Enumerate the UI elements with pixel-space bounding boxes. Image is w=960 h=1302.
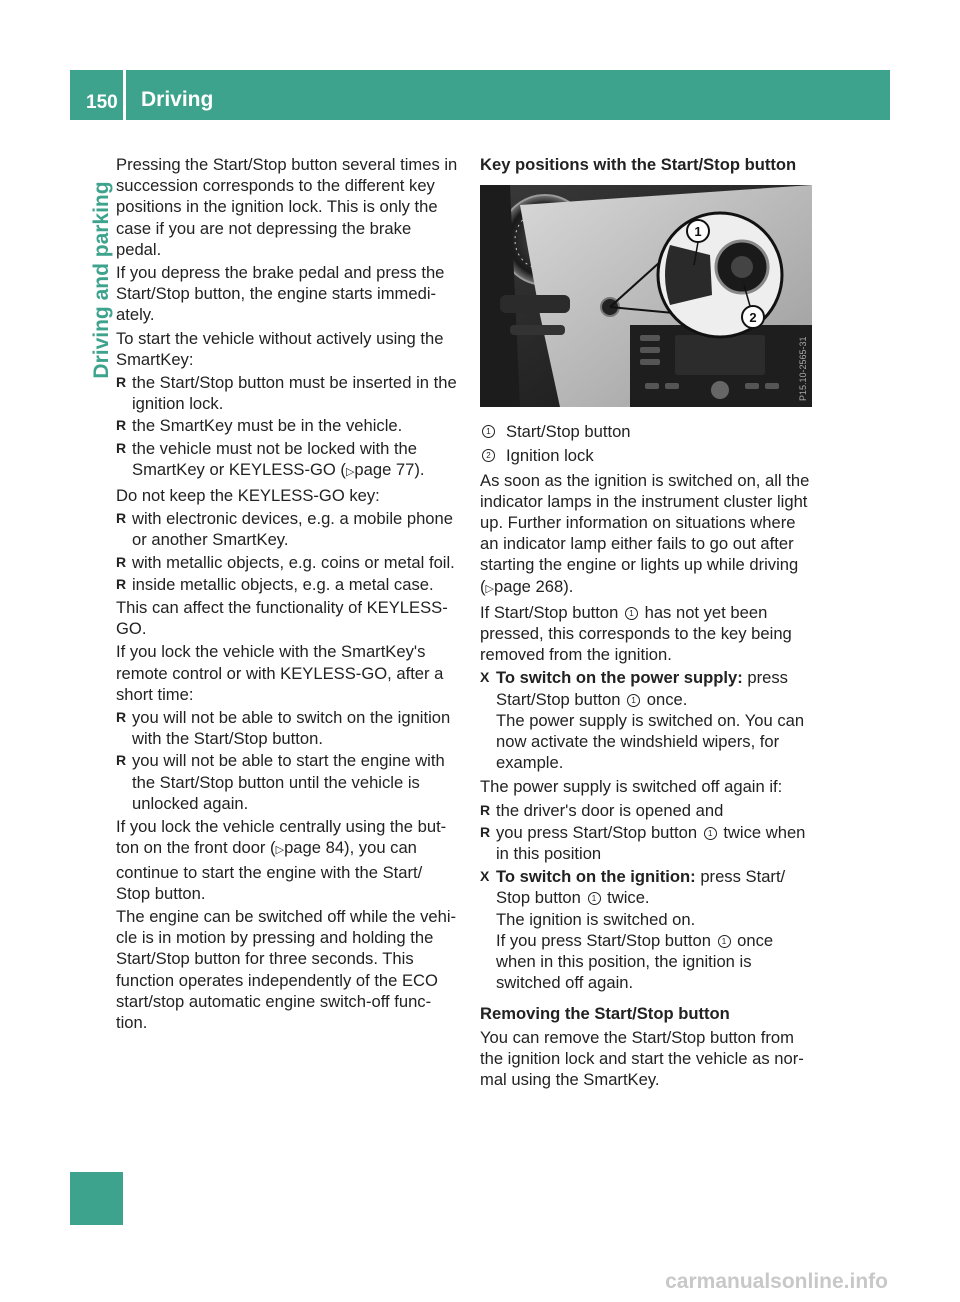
number-marker-icon: 1 xyxy=(588,892,601,905)
step-result: The ignition is switched on. xyxy=(496,909,696,929)
paragraph: Do not keep the KEYLESS-GO key: xyxy=(116,486,380,506)
number-marker-icon: 1 xyxy=(482,425,495,438)
figure-heading: Key positions with the Start/Stop button xyxy=(480,155,797,174)
step-result: The power supply is switched on. You can now activate the windshield wipers, for example. xyxy=(496,710,805,773)
list-item: R with electronic devices, e.g. a mobile phone or another SmartKey. xyxy=(116,508,460,550)
page-ref-icon: ▷ xyxy=(485,582,494,595)
list-item: R inside metallic objects, e.g. a metal case. xyxy=(116,574,460,595)
page-reference-link[interactable]: page 84 xyxy=(284,838,345,858)
bullet-list xyxy=(116,508,460,595)
list-item: R you will not be able to switch on the ignition with the Start/Stop button. xyxy=(116,707,460,749)
step-result: If you press Start/Stop button 1 once when in this position, the ignition is switched off again. xyxy=(496,930,774,993)
paragraph: This can affect the functionality of KEYLESS- GO. xyxy=(116,598,448,639)
paragraph: If you depress the brake pedal and press the Start/Stop button, the engine starts immedi- ately. xyxy=(116,263,445,325)
bullet-list xyxy=(480,800,812,865)
paragraph: The engine can be switched off while the vehi- cle is in motion by pressing and holding the Start/Stop button for three seconds. This function operates independently of the ECO start/stop automatic engine switch-off func- tion. xyxy=(116,906,457,1032)
step-arrow-icon: X xyxy=(480,669,490,686)
paragraph: The power supply is switched off again if: xyxy=(480,777,783,797)
side-label-text: Driving and parking xyxy=(90,181,113,379)
paragraph: To start the vehicle without actively using the SmartKey: xyxy=(116,328,444,369)
start-stop-button-figure xyxy=(480,185,812,407)
header-divider xyxy=(123,70,126,120)
page-reference-link[interactable]: page 77 xyxy=(354,459,415,479)
page-reference-link[interactable]: page 268 xyxy=(494,576,564,596)
list-item: R the vehicle must not be locked with the SmartKey or KEYLESS-GO (▷page 77). xyxy=(116,438,460,483)
page-ref-icon: ▷ xyxy=(275,844,285,857)
paragraph: If you lock the vehicle centrally using the but- ton on the front door (▷page 84), you can continue to start the engine with the Start/ Stop button. xyxy=(116,817,447,903)
list-item: R the Start/Stop button must be inserted in the ignition lock. xyxy=(116,372,460,414)
paragraph: Pressing the Start/Stop button several times in succession corresponds to the different key positions in the ignition lock. This is only the case if you are not depressing the brake pedal. xyxy=(116,155,458,259)
number-marker-icon: 1 xyxy=(704,827,717,840)
page-ref-icon: ▷ xyxy=(345,465,355,478)
bullet-list xyxy=(116,372,460,483)
dashboard-photo xyxy=(480,185,812,407)
number-marker-icon: 1 xyxy=(625,607,638,620)
legend-item: 2 Ignition lock xyxy=(480,445,812,466)
list-item: R you will not be able to start the engine with the Start/Stop button until the vehicle is unlocked again. xyxy=(116,750,460,814)
side-tab-marker xyxy=(70,1172,123,1225)
paragraph: You can remove the Start/Stop button from the ignition lock and start the vehicle as nor- mal using the SmartKey. xyxy=(480,1027,804,1090)
right-column xyxy=(480,154,812,1092)
callout-1: 1 xyxy=(694,224,702,240)
paragraph: As soon as the ignition is switched on, all the indicator lamps in the instrument cluster light up. Further information on situations where an indicator lamp either fails to go out after starting the engine or lights up while driving (▷page 268). xyxy=(480,470,810,596)
list-item: R the SmartKey must be in the vehicle. xyxy=(116,415,460,436)
number-marker-icon: 1 xyxy=(718,935,731,948)
watermark: carmanualsonline.info xyxy=(665,1270,888,1293)
legend-item: 1 Start/Stop button xyxy=(480,421,812,442)
left-column xyxy=(116,154,460,1035)
sub-heading: Removing the Start/Stop button xyxy=(480,1004,730,1024)
list-item: R with metallic objects, e.g. coins or metal foil. xyxy=(116,552,460,573)
instruction-step: X To switch on the power supply: press Start/Stop button 1 once. The power supply is switched on. You can now activate the windshield wipers, for example. xyxy=(480,667,812,773)
number-marker-icon: 1 xyxy=(627,694,640,707)
figure-code: P15.10-2565-31 xyxy=(798,336,808,402)
paragraph: If Start/Stop button 1 has not yet been pressed, this corresponds to the key being removed from the ignition. xyxy=(480,602,792,665)
list-item: R the driver's door is opened and xyxy=(480,800,812,821)
list-item: R you press Start/Stop button 1 twice when in this position xyxy=(480,822,812,864)
number-marker-icon: 2 xyxy=(482,449,495,462)
section-title: Driving xyxy=(141,88,214,111)
page-number: 150 xyxy=(86,92,118,113)
callout-2: 2 xyxy=(749,310,757,326)
instruction-step: X To switch on the ignition: press Start/ Stop button 1 twice. The ignition is switched on. If you press Start/Stop button 1 once when in this position, the ignition is switched off again. xyxy=(480,866,812,993)
paragraph: If you lock the vehicle with the SmartKey's remote control or with KEYLESS-GO, after a short time: xyxy=(116,642,444,704)
bullet-list xyxy=(116,707,460,814)
step-arrow-icon: X xyxy=(480,868,490,885)
